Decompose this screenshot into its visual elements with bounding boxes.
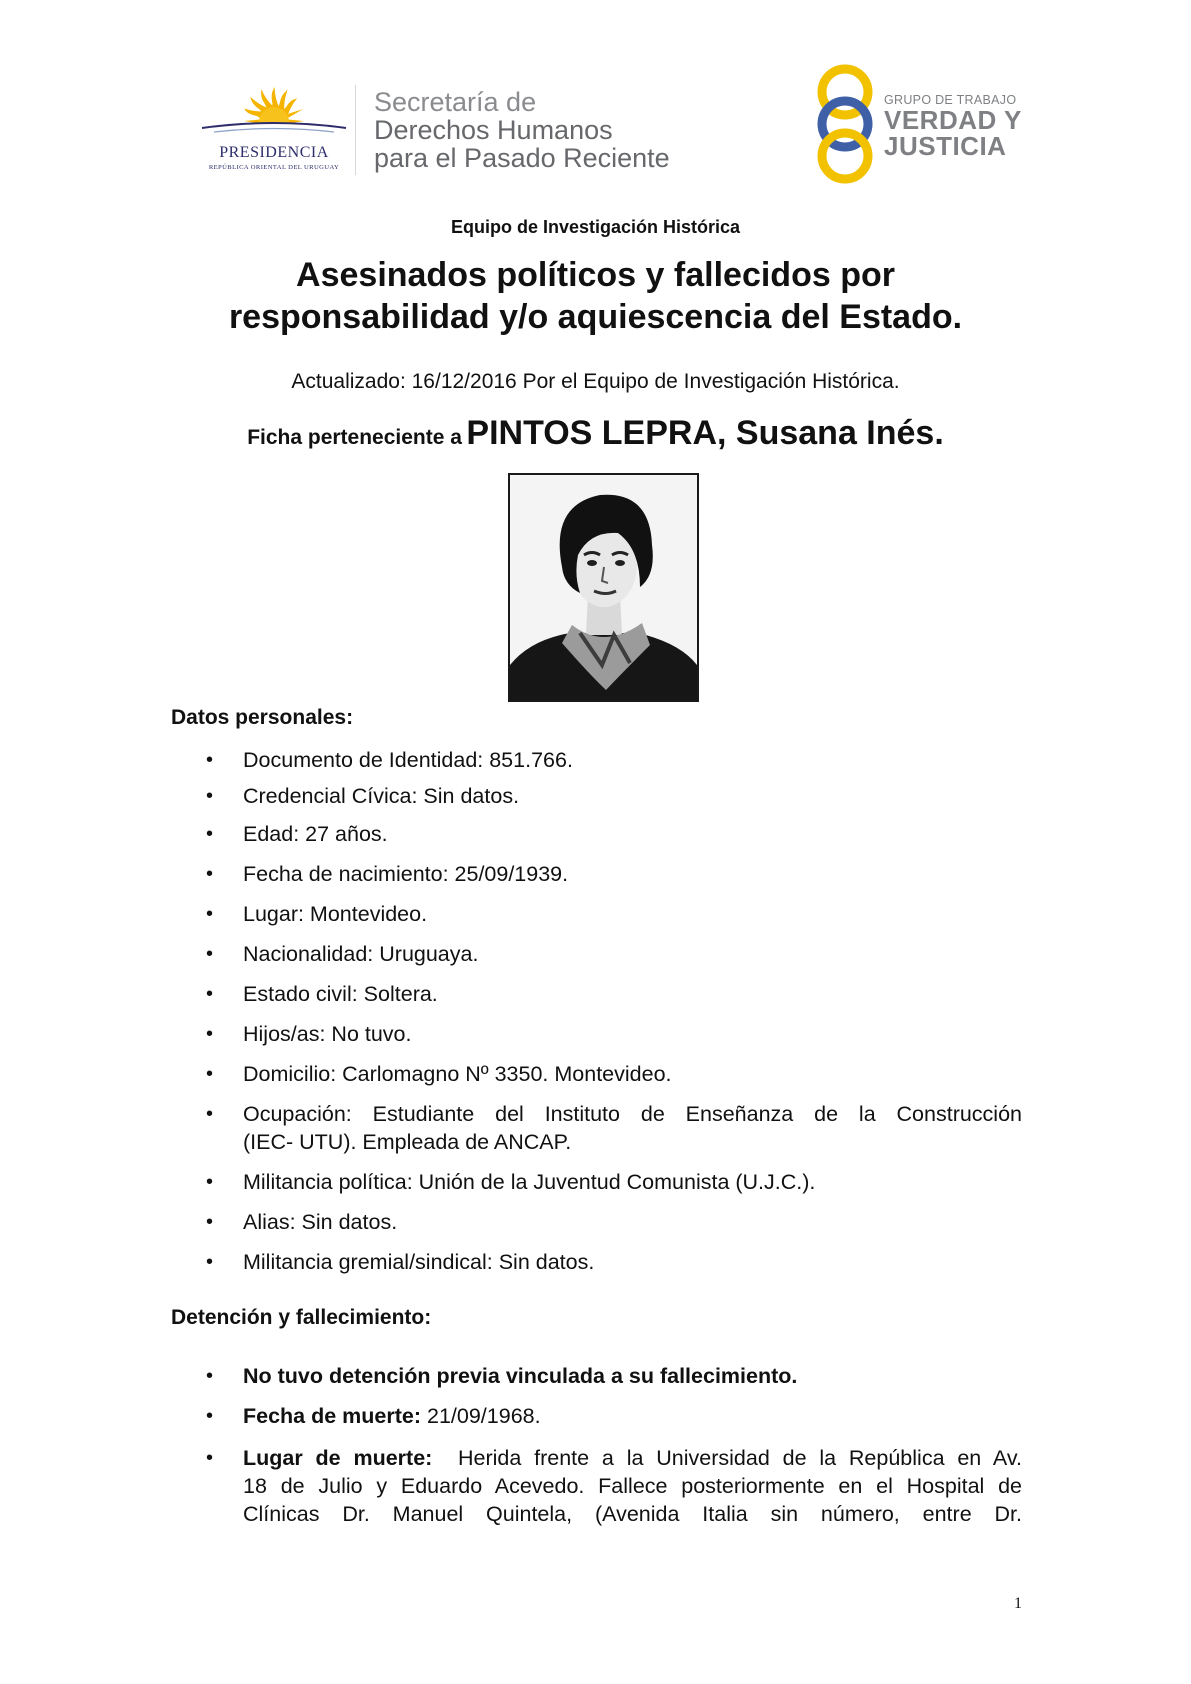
death-place-label: Lugar de muerte: <box>243 1446 433 1470</box>
secretaria-line-2: Derechos Humanos <box>374 115 613 145</box>
list-item: Nacionalidad: Uruguaya. <box>243 942 479 966</box>
personal-data-heading: Datos personales: <box>171 706 354 729</box>
bullet-icon: • <box>206 1447 214 1469</box>
presidencia-word: PRESIDENCIA <box>219 144 329 161</box>
team-label: Equipo de Investigación Histórica <box>450 217 741 237</box>
list-item: Fecha de nacimiento: 25/09/1939. <box>243 862 569 886</box>
list-item: Documento de Identidad: 851.766. <box>243 748 573 772</box>
death-place-item <box>243 1444 1022 1472</box>
ficha-name: PINTOS LEPRA, Susana Inés. <box>466 414 944 452</box>
bullet-icon: • <box>206 1103 214 1125</box>
sun-icon <box>196 82 352 144</box>
presidencia-subtitle: REPÚBLICA ORIENTAL DEL URUGUAY <box>208 164 340 171</box>
list-item: Lugar: Montevideo. <box>243 902 428 926</box>
secretaria-line-3: para el Pasado Reciente <box>374 143 670 173</box>
list-item: Alias: Sin datos. <box>243 1210 398 1234</box>
list-item: Credencial Cívica: Sin datos. <box>243 784 520 808</box>
list-item: Estado civil: Soltera. <box>243 982 438 1006</box>
list-item: Ocupación: Estudiante del Instituto de Enseñanza de la Construcción <box>243 1102 1022 1126</box>
list-item: Militancia gremial/sindical: Sin datos. <box>243 1250 595 1274</box>
death-date-value: 21/09/1968. <box>421 1404 541 1428</box>
verdad-justicia-text <box>884 93 1022 159</box>
death-place-line-3: Clínicas Dr. Manuel Quintela, (Avenida Italia sin número, entre Dr. <box>243 1502 1022 1526</box>
bullet-icon: • <box>206 863 214 885</box>
death-place-line-2: 18 de Julio y Eduardo Acevedo. Fallece posteriormente en el Hospital de <box>243 1474 1022 1498</box>
list-item: Domicilio: Carlomagno Nº 3350. Montevideo. <box>243 1062 672 1086</box>
portrait-image <box>510 475 697 700</box>
death-place-line-1: Herida frente a la Universidad de la República en Av. <box>457 1446 1022 1470</box>
vyj-line-3: JUSTICIA <box>884 131 1007 161</box>
bullet-icon: • <box>206 1023 214 1045</box>
bullet-icon: • <box>206 1063 214 1085</box>
list-item-continuation: (IEC- UTU). Empleada de ANCAP. <box>243 1130 572 1154</box>
header-divider <box>355 85 356 175</box>
presidencia-logo <box>196 82 352 174</box>
bullet-icon: • <box>206 1171 214 1193</box>
title-line-2: responsabilidad y/o aquiescencia del Estado. <box>228 298 963 336</box>
page-number: 1 <box>1014 1595 1022 1612</box>
title-line-1: Asesinados políticos y fallecidos por <box>296 256 895 294</box>
death-heading: Detención y fallecimiento: <box>171 1306 432 1329</box>
bullet-icon: • <box>206 1365 214 1387</box>
bullet-icon: • <box>206 749 214 771</box>
death-date-item <box>243 1402 1022 1430</box>
death-date-label: Fecha de muerte: <box>243 1404 422 1428</box>
bullet-icon: • <box>206 1405 214 1427</box>
bullet-icon: • <box>206 1211 214 1233</box>
updated-line: Actualizado: 16/12/2016 Por el Equipo de Investigación Histórica. <box>291 370 900 393</box>
vyj-line-2: VERDAD Y <box>884 105 1022 135</box>
bullet-icon: • <box>206 1251 214 1273</box>
no-detention-item: No tuvo detención previa vinculada a su fallecimiento. <box>243 1364 798 1388</box>
page-title <box>0 254 1191 338</box>
bullet-icon: • <box>206 823 214 845</box>
secretaria-line-1: Secretaría de <box>374 87 537 117</box>
ficha-heading <box>0 414 1191 453</box>
ficha-prefix: Ficha perteneciente a <box>247 426 462 449</box>
bullet-icon: • <box>206 983 214 1005</box>
list-item: Hijos/as: No tuvo. <box>243 1022 412 1046</box>
list-item: Edad: 27 años. <box>243 822 388 846</box>
rings-icon <box>810 62 880 186</box>
bullet-icon: • <box>206 785 214 807</box>
secretaria-logo-text <box>374 88 670 172</box>
bullet-icon: • <box>206 943 214 965</box>
vyj-line-1: GRUPO DE TRABAJO <box>884 93 1017 107</box>
bullet-icon: • <box>206 903 214 925</box>
list-item: Militancia política: Unión de la Juventud Comunista (U.J.C.). <box>243 1170 816 1194</box>
portrait-photo <box>508 473 699 702</box>
